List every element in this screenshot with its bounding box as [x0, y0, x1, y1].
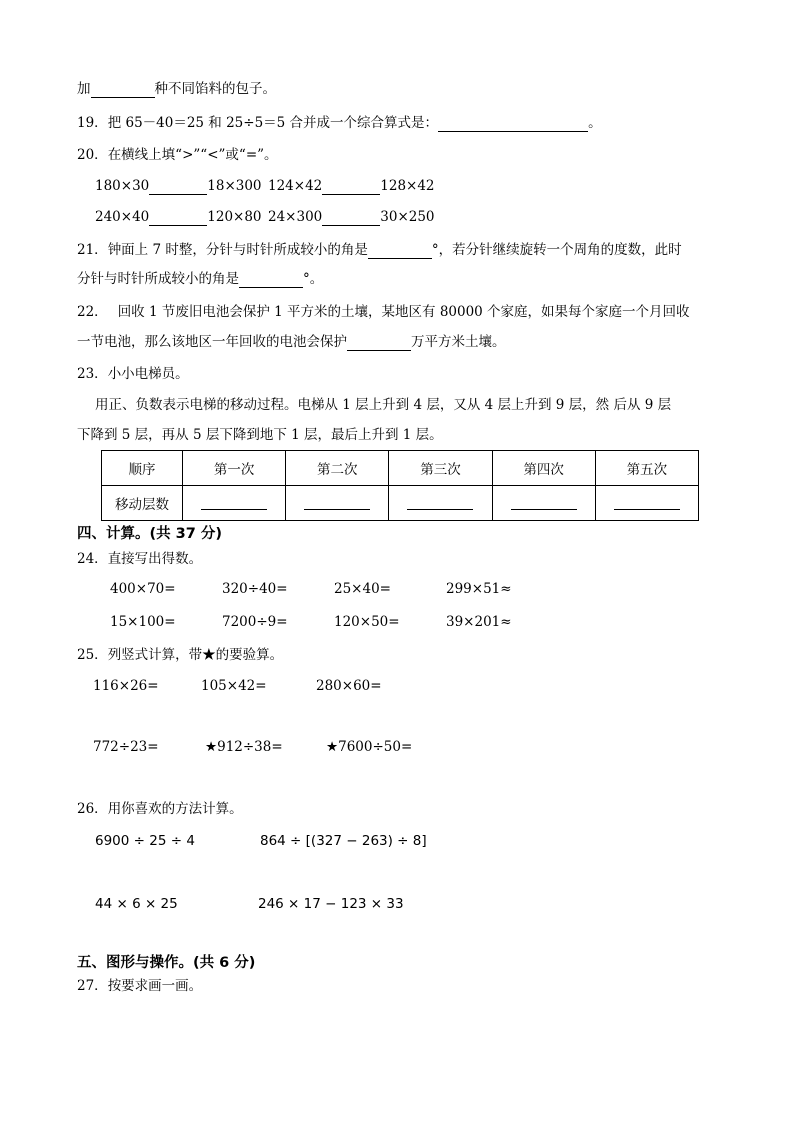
calc-item: 116×26= — [93, 678, 159, 694]
table-cell — [389, 486, 492, 521]
answer-blank[interactable] — [368, 244, 432, 259]
answer-blank[interactable] — [322, 211, 380, 226]
question-20: 20．在横线上填“>”“<”或“=”。 — [77, 147, 278, 163]
table-cell — [183, 486, 286, 521]
q18-tail: 加 种不同馅料的包子。 — [77, 81, 276, 97]
table-header: 第一次 — [183, 451, 286, 486]
question-21-line2: 分针与时针所成较小的角是 °。 — [77, 271, 324, 287]
table-header: 第五次 — [595, 451, 698, 486]
table-cell — [286, 486, 389, 521]
question-23-text: 用正、负数表示电梯的移动过程。电梯从 1 层上升到 4 层，又从 4 层上升到 9 层，然 后从 9 层 — [95, 397, 672, 413]
answer-blank[interactable] — [149, 211, 207, 226]
table-row-label: 移动层数 — [102, 486, 183, 521]
question-22: 22． 回收 1 节废旧电池会保护 1 平方米的土壤，某地区有 80000 个家庭，如果每个家庭一个月回收 — [77, 304, 690, 320]
question-25: 25．列竖式计算，带★的要验算。 — [77, 647, 284, 663]
answer-blank[interactable] — [347, 336, 411, 351]
calc-item: 25×40= — [334, 581, 391, 597]
calc-item: ★912÷38= — [205, 739, 283, 755]
compare-item: 24×300 30×250 — [268, 209, 435, 225]
question-24: 24．直接写出得数。 — [77, 551, 203, 567]
calc-item: 120×50= — [334, 614, 400, 630]
calc-item: 280×60= — [316, 678, 382, 694]
question-26: 26．用你喜欢的方法计算。 — [77, 801, 243, 817]
calc-item: 39×201≈ — [446, 614, 512, 630]
calc-item: 7200÷9= — [222, 614, 288, 630]
answer-blank[interactable] — [322, 180, 380, 195]
calc-item: 105×42= — [201, 678, 267, 694]
table-header: 第二次 — [286, 451, 389, 486]
table-header: 顺序 — [102, 451, 183, 486]
table-cell — [492, 486, 595, 521]
calc-item: 864 ÷ [(327 − 263) ÷ 8] — [260, 833, 427, 849]
section-heading: 五、图形与操作。(共 6 分) — [77, 955, 256, 971]
calc-item: 44 × 6 × 25 — [95, 896, 178, 912]
compare-item: 180×30 18×300 — [95, 178, 262, 194]
calc-item: 772÷23= — [93, 739, 159, 755]
table-header: 第三次 — [389, 451, 492, 486]
question-23: 23．小小电梯员。 — [77, 366, 189, 382]
calc-item: 246 × 17 − 123 × 33 — [258, 896, 404, 912]
answer-blank[interactable] — [201, 493, 267, 510]
table-row — [102, 451, 699, 486]
calc-item: 6900 ÷ 25 ÷ 4 — [95, 833, 195, 849]
answer-blank[interactable] — [239, 273, 303, 288]
question-22-line2: 一节电池，那么该地区一年回收的电池会保护 万平方米土壤。 — [77, 334, 506, 350]
compare-item: 124×42 128×42 — [268, 178, 435, 194]
question-27: 27．按要求画一画。 — [77, 978, 203, 994]
section-heading: 四、计算。(共 37 分) — [77, 526, 223, 542]
answer-blank[interactable] — [149, 180, 207, 195]
answer-blank[interactable] — [614, 493, 680, 510]
calc-item: 400×70= — [110, 581, 176, 597]
question-19: 19．把 65－40＝25 和 25÷5＝5 合并成一个综合算式是： 。 — [77, 115, 602, 131]
question-21: 21．钟面上 7 时整，分针与时针所成较小的角是 °，若分针继续旋转一个周角的度数，此时 — [77, 242, 682, 258]
answer-blank[interactable] — [438, 117, 588, 132]
question-23-text: 下降到 5 层，再从 5 层下降到地下 1 层，最后上升到 1 层。 — [77, 427, 443, 443]
elevator-table — [101, 450, 699, 521]
answer-blank[interactable] — [511, 493, 577, 510]
calc-item: 15×100= — [110, 614, 176, 630]
table-header: 第四次 — [492, 451, 595, 486]
calc-item: 320÷40= — [222, 581, 288, 597]
calc-item: ★7600÷50= — [326, 739, 413, 755]
table-row — [102, 486, 699, 521]
compare-item: 240×40 120×80 — [95, 209, 262, 225]
calc-item: 299×51≈ — [446, 581, 512, 597]
answer-blank[interactable] — [304, 493, 370, 510]
table-cell — [595, 486, 698, 521]
answer-blank[interactable] — [407, 493, 473, 510]
answer-blank[interactable] — [91, 83, 155, 98]
